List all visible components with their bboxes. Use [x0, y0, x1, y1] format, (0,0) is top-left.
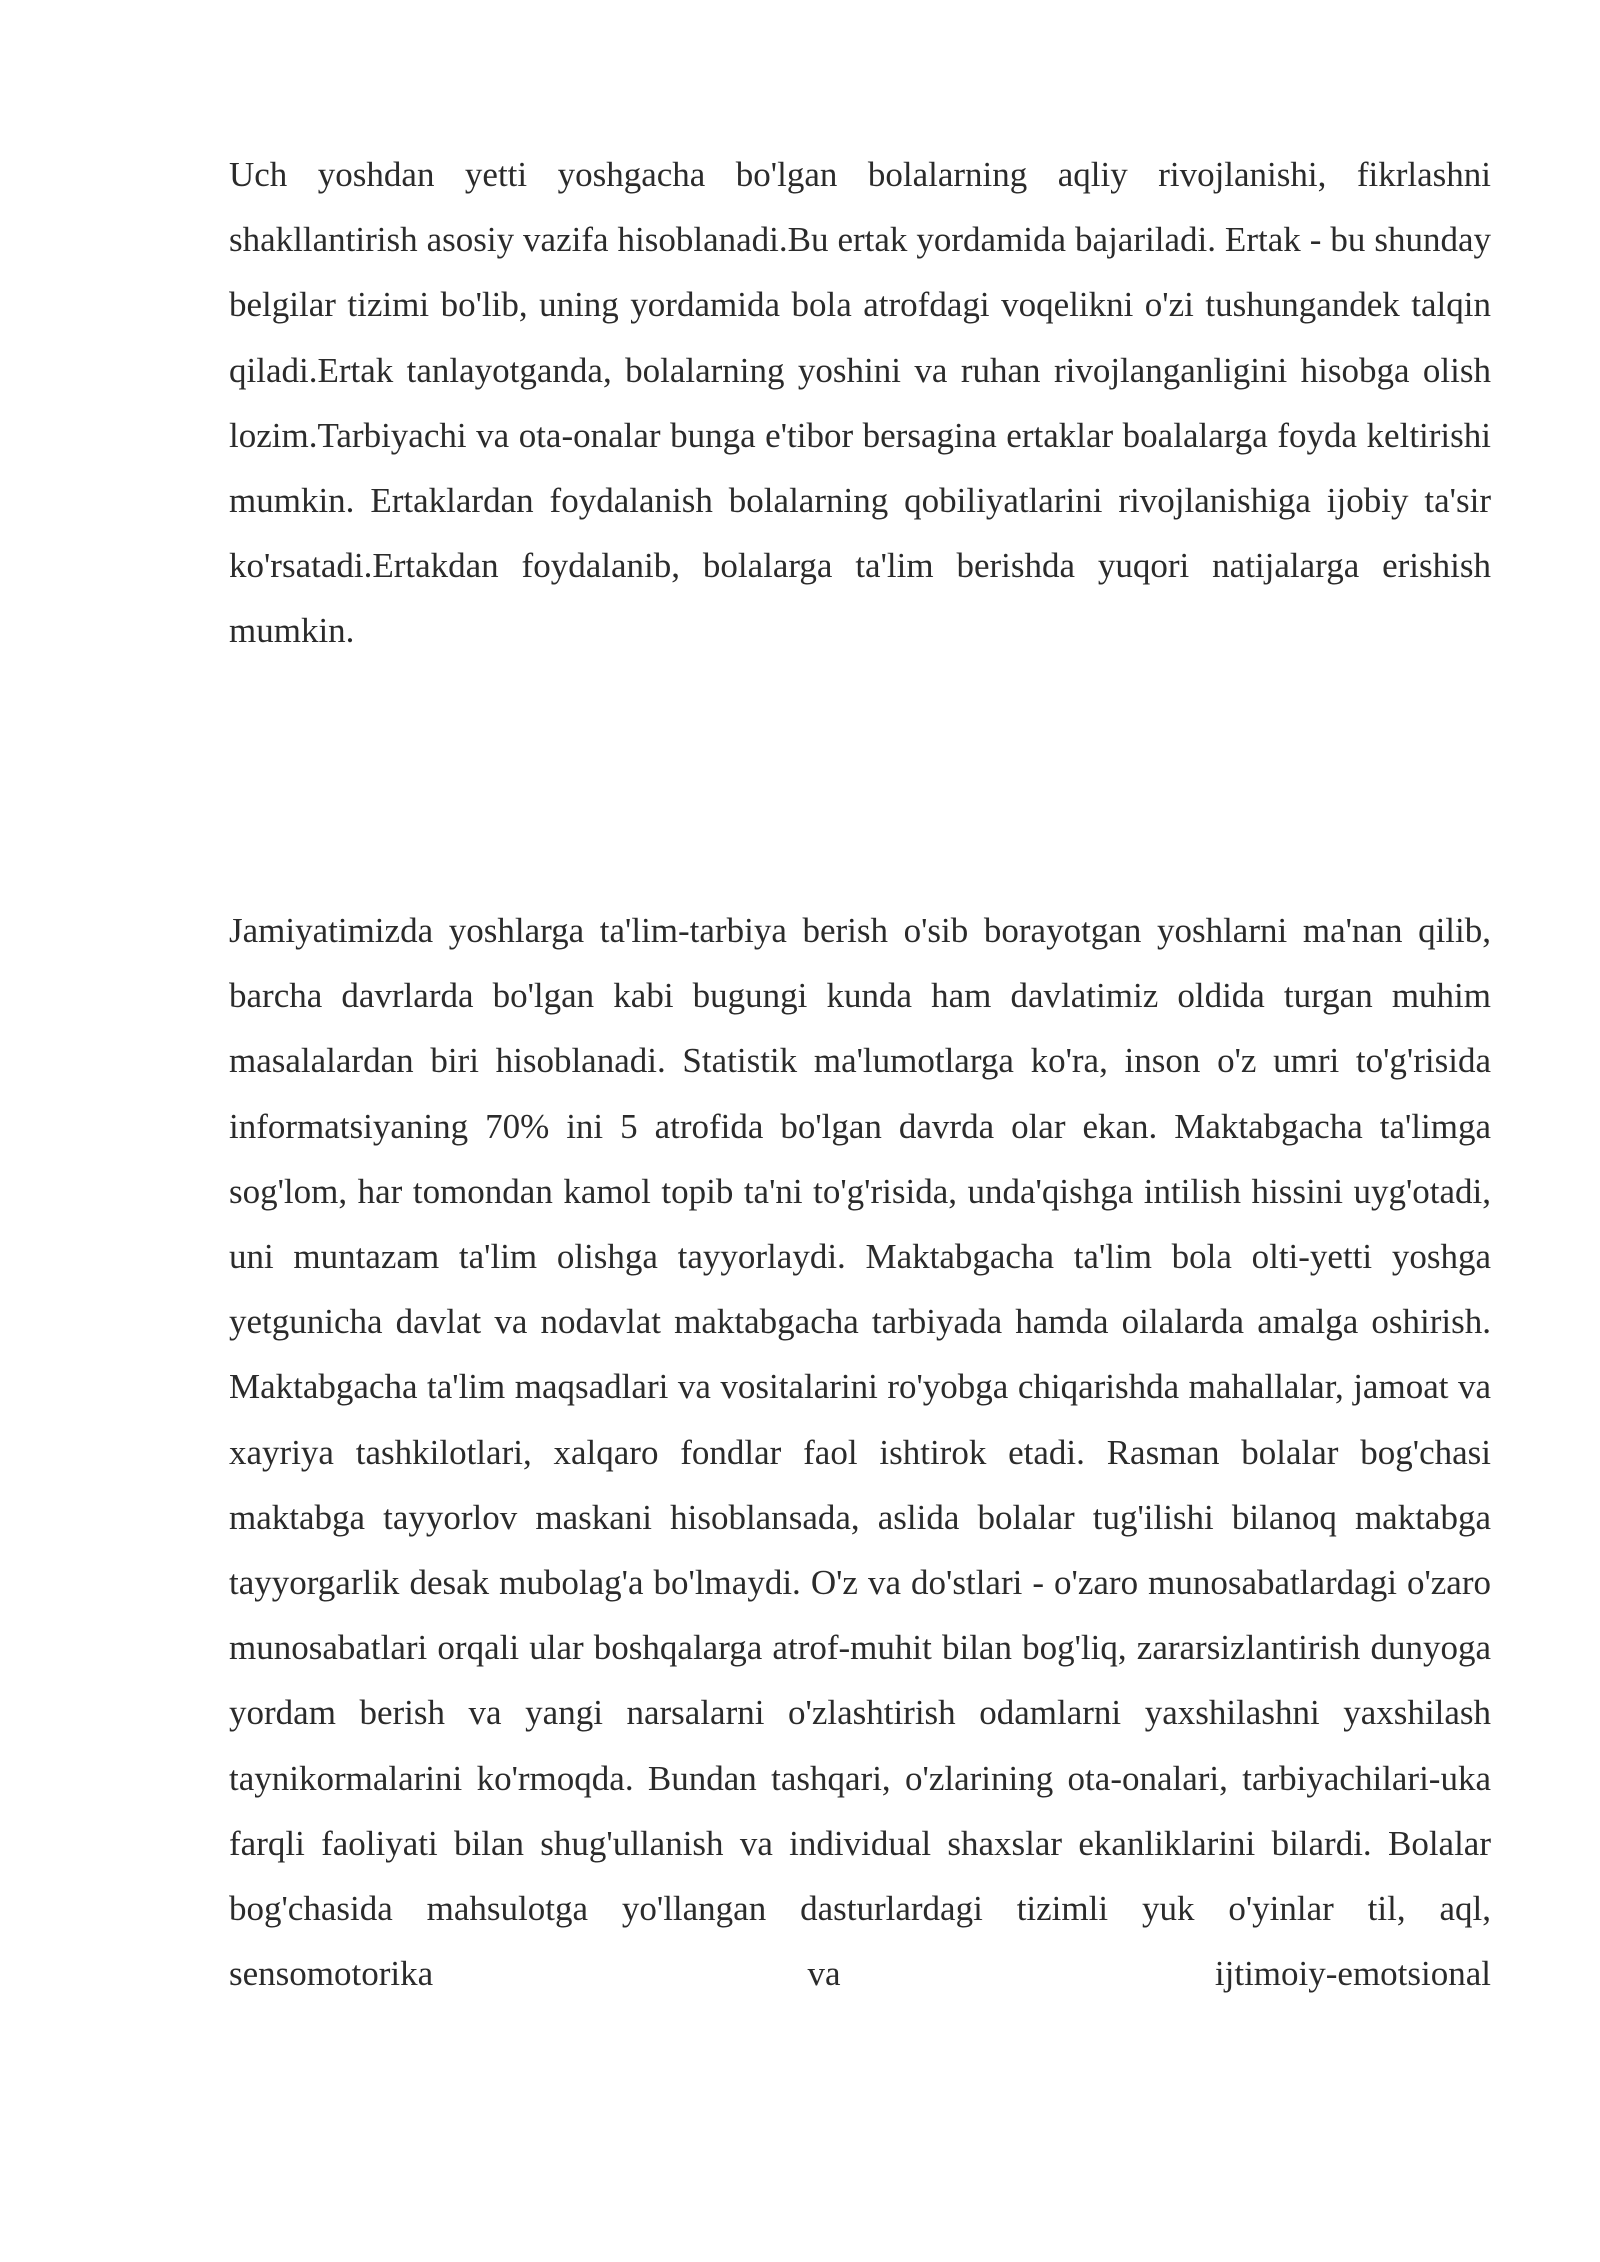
paragraph-fairy-tale-development: Uch yoshdan yetti yoshgacha bo'lgan bolalarning aqliy rivojlanishi, fikrlashni shakllantirish asosiy vazifa hisoblanadi.Bu ertak yordamida bajariladi. Ertak - bu shunday belgilar tizimi bo'lib, uning yordamida bola atrofdagi voqelikni o'zi tushungandek talqin qiladi.Ertak tanlayotganda, bolalarning yoshini va ruhan rivojlanganligini hisobga olish lozim.Tarbiyachi va ota-onalar bunga e'tibor bersagina ertaklar boalalarga foyda keltirishi mumkin. Ertaklardan foydalanish bolalarning qobiliyatlarini rivojlanishiga ijobiy ta'sir ko'rsatadi.Ertakdan foydalanib, bolalarga ta'lim berishda yuqori natijalarga erishish mumkin.: [229, 155, 1491, 651]
paragraph-preschool-education: Jamiyatimizda yoshlarga ta'lim-tarbiya berish o'sib borayotgan yoshlarni ma'nan qilib, barcha davrlarda bo'lgan kabi bugungi kunda ham davlatimiz oldida turgan muhim masalalardan biri hisoblanadi. Statistik ma'lumotlarga ko'ra, inson o'z umri to'g'risida informatsiyaning 70% ini 5 atrofida bo'lgan davrda olar ekan. Maktabgacha ta'limga sog'lom, har tomondan kamol topib ta'ni to'g'risida, unda'qishga intilish hissini uyg'otadi, uni muntazam ta'lim olishga tayyorlaydi. Maktabgacha ta'lim bola olti-yetti yoshga yetgunicha davlat va nodavlat maktabgacha tarbiyada hamda oilalarda amalga oshirish. Maktabgacha ta'lim maqsadlari va vositalarini ro'yobga chiqarishda mahallalar, jamoat va xayriya tashkilotlari, xalqaro fondlar faol ishtirok etadi. Rasman bolalar bog'chasi maktabga tayyorlov maskani hisoblansada, aslida bolalar tug'ilishi bilanoq maktabga tayyorgarlik desak mubolag'a bo'lmaydi. O'z va do'stlari - o'zaro munosabatlardagi o'zaro munosabatlari orqali ular boshqalarga atrof-muhit bilan bog'liq, zararsizlantirish dunyoga yordam berish va yangi narsalarni o'zlashtirish odamlarni yaxshilashni yaxshilash taynikormalarini ko'rmoqda. Bundan tashqari, o'zlarining ota-onalari, tarbiyachilari-uka farqli faoliyati bilan shug'ullanish va individual shaxslar ekanliklarini bilardi. Bolalar bog'chasida mahsulotga yo'llangan dasturlardagi tizimli yuk o'yinlar til, aql, sensomotorika va ijtimoiy-emotsional: [229, 911, 1491, 1994]
